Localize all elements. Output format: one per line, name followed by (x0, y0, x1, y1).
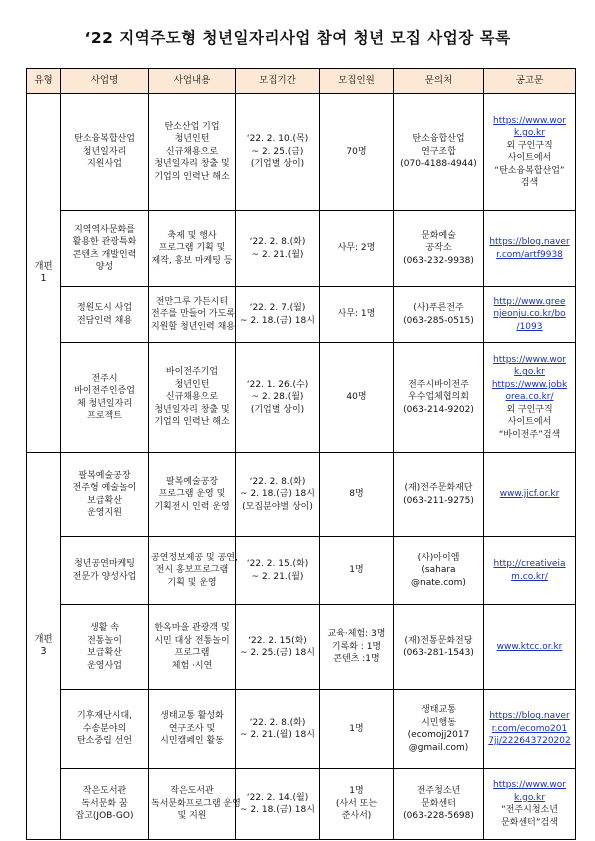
table-row (27, 287, 576, 343)
contact-line: 연구조합 (421, 146, 456, 157)
people-line: 사무: 1명 (337, 309, 376, 320)
content-line: 기획전시 인력 운영 (154, 501, 230, 512)
contact-line: (사)아이엠 (417, 552, 460, 563)
content-line: 축제 및 행사 (167, 230, 217, 241)
period-line: ~ 2. 18.(금) 18시 (240, 489, 315, 500)
contact-line: 공작소 (425, 243, 452, 254)
people-cell (320, 690, 394, 769)
notice-link[interactable]: http://creativeia (493, 559, 566, 569)
people-cell (320, 537, 394, 605)
contact-line: 시민행동 (421, 717, 456, 728)
people-line: 8명 (349, 489, 364, 500)
content-line: 독서문화프로그램 운영 (151, 798, 241, 809)
table-row (27, 94, 576, 211)
people-line: 1명 (349, 723, 364, 734)
content-line: 지원할 청년인력 채용 (151, 321, 235, 332)
content-line: 청년일자리 창출 및 (154, 404, 230, 415)
content-line: 청년일자리 창출 및 (154, 159, 230, 170)
name-cell (61, 287, 149, 343)
name-line: 전담인력 채용 (76, 315, 133, 326)
period-line: ‘22. 2. 8.(화) (249, 237, 306, 247)
contact-line: (재)전통문화전당 (404, 635, 473, 646)
period-line: ~ 2. 18.(금) 18시 (240, 805, 315, 815)
contact-line: (재)전주문화재단 (404, 483, 473, 493)
contact-line: (063-285-0515) (403, 315, 474, 326)
notice-link[interactable]: https://www.wor (493, 115, 566, 126)
period-cell (236, 690, 320, 769)
contact-line: 전주청소년 (416, 786, 461, 797)
contact-line: (사)푸른전주 (413, 303, 464, 313)
name-line: 콘텐츠 개발인력 (72, 249, 137, 260)
contact-line: (sahara (421, 565, 456, 576)
name-cell (61, 343, 149, 453)
content-cell (149, 211, 236, 287)
type-line: 개편 (34, 633, 53, 645)
name-line: 보급확산 (87, 495, 122, 506)
content-line: 청년인턴 (174, 134, 210, 145)
content-line: 시민 대상 전통놀이 (154, 635, 230, 646)
period-line: ~ 2. 28.(월) (251, 392, 304, 403)
table-row (27, 690, 576, 769)
period-line: ~ 2. 18.(금) 18시 (240, 315, 315, 326)
contact-line: (ecomojj2017 (407, 730, 470, 740)
content-line: 제작, 홍보 마케팅 등 (151, 255, 233, 266)
name-cell (61, 537, 149, 605)
people-line: 콘텐츠 :1명 (333, 654, 380, 665)
name-line: 청년공연마케팅 (74, 559, 135, 569)
content-line: 프로그램 운영 및 (158, 489, 226, 500)
content-line: 팔복예술공장 (165, 476, 219, 487)
name-line: 정원도시 사업 (76, 303, 133, 313)
col-header-type: 유형 (27, 69, 61, 94)
period-cell (236, 211, 320, 287)
name-line: 운영사업 (87, 660, 122, 671)
contact-line: 생태교통 (421, 705, 456, 715)
contact-line: 우수업체협의회 (408, 392, 469, 403)
content-line: 공연정보제공 및 공연, (151, 552, 238, 563)
content-line: 프로그램 기획 및 (158, 243, 226, 254)
period-cell (236, 605, 320, 690)
name-line: 활용한 관광특화 (72, 237, 137, 247)
notice-cell[interactable] (484, 211, 576, 287)
header-row (27, 69, 576, 94)
notice-cell[interactable] (484, 287, 576, 343)
name-line: 바이전주인증업 (74, 386, 135, 396)
content-line: 프로그램 (174, 648, 210, 658)
type-cell (27, 94, 61, 453)
name-line: 수송분야의 (82, 723, 127, 734)
people-cell (320, 211, 394, 287)
content-line: 기업의 인력난 해소 (154, 171, 230, 182)
name-line: 양성 (95, 262, 114, 272)
notice-text: 검색 (520, 178, 539, 188)
people-cell (320, 769, 394, 840)
content-line: 탄소산업 기업 (164, 121, 220, 132)
notice-cell[interactable] (484, 94, 576, 211)
table-row (27, 453, 576, 537)
period-line: ‘22. 1. 26.(수) (246, 379, 309, 390)
notice-cell[interactable] (484, 537, 576, 605)
period-cell (236, 537, 320, 605)
name-line: 잡고(JOB-GO) (75, 811, 134, 822)
notice-cell[interactable] (484, 343, 576, 453)
notice-link[interactable]: r.com/ecomo201 (491, 723, 568, 734)
period-line: ‘22. 2. 8.(화) (249, 717, 306, 728)
table-row (27, 605, 576, 690)
contact-line: 전주시바이전주 (408, 379, 469, 390)
col-header-name: 사업명 (61, 69, 149, 94)
name-line: 작은도서관 (82, 786, 127, 797)
notice-cell[interactable] (484, 453, 576, 537)
content-cell (149, 287, 236, 343)
period-line: (기업별 상이) (250, 159, 305, 170)
contact-line: (063-214-9202) (403, 404, 474, 415)
period-line: ‘22. 2. 7.(월) (249, 303, 306, 313)
notice-text: “전주시청소년 (501, 805, 558, 815)
name-line: 보급확산 (87, 648, 122, 658)
notice-link[interactable]: www.jjcf.or.kr (499, 489, 560, 500)
content-line: 연구조사 및 (168, 723, 216, 734)
period-line: ‘22. 2. 15(화) (248, 635, 307, 646)
notice-text: “바이전주”검색 (498, 429, 561, 440)
notice-link[interactable]: k.go.kr (514, 792, 545, 803)
contact-cell (394, 605, 484, 690)
people-line: 준사서) (341, 811, 372, 822)
content-line: 기업의 인력난 해소 (154, 417, 230, 428)
content-cell (149, 343, 236, 453)
name-line: 탄소융복합산업 (74, 134, 135, 145)
content-cell (149, 605, 236, 690)
content-cell (149, 769, 241, 840)
name-cell (61, 690, 149, 769)
name-line: 프로젝트 (87, 411, 122, 421)
people-line: 70명 (346, 146, 367, 157)
contact-cell (394, 94, 484, 211)
name-line: 탄소중립 선언 (76, 736, 133, 747)
name-line: 생활 속 (90, 623, 119, 633)
contact-cell (394, 453, 484, 537)
notice-link[interactable]: https://www.jobk (491, 379, 568, 390)
name-line: 전문가 양성사업 (72, 571, 137, 582)
contact-cell (394, 343, 484, 453)
notice-link[interactable]: 7jj/222643720202 (488, 736, 571, 747)
content-line: 전만그루 가든시티 (155, 296, 229, 307)
name-line: 체 청년일자리 (76, 398, 133, 409)
people-line: 1명 (349, 786, 364, 797)
name-line: 지원사업 (87, 159, 122, 170)
notice-text: 사이트에서 (507, 417, 552, 428)
contact-line: (063-281-1543) (403, 648, 474, 658)
people-line: 사무: 2명 (337, 243, 376, 254)
contact-line: @gmail.com) (408, 742, 469, 753)
contact-cell (394, 211, 484, 287)
people-line: 교육·체험: 3명 (327, 629, 386, 640)
notice-link[interactable]: njeonju.co.kr/bo (493, 309, 566, 320)
notice-link[interactable]: https://www.wor (493, 780, 566, 790)
period-cell (236, 453, 320, 537)
content-line: 신규채용으로 (165, 146, 219, 157)
content-line: 한옥마을 관광객 및 (154, 623, 230, 633)
table-row (27, 537, 576, 605)
period-line: (모집분야별 상이) (242, 501, 313, 512)
name-cell (61, 769, 149, 840)
table-row (27, 211, 576, 287)
program-table (26, 68, 576, 840)
name-line: 독서문화 꿈 (81, 798, 128, 809)
notice-link[interactable]: https://blog.naver (489, 711, 570, 722)
content-line: 전시 홍보프로그램 (155, 565, 229, 576)
contact-line: (070-4188-4944) (400, 159, 477, 170)
notice-link[interactable]: www.ktcc.or.kr (496, 641, 563, 652)
people-cell (320, 605, 394, 690)
content-line: 생태교통 활성화 (160, 711, 224, 722)
notice-text: 사이트에서 (507, 153, 552, 163)
notice-text: “탄소융복합산업” (494, 165, 565, 176)
people-cell (320, 453, 394, 537)
content-cell (149, 453, 236, 537)
contact-cell (394, 287, 484, 343)
content-line: 바이전주기업 (165, 367, 219, 378)
name-line: 지역역사문화를 (74, 224, 135, 235)
content-line: 전주를 만들어 가도록 (151, 309, 235, 320)
people-cell (320, 94, 394, 211)
contact-cell (394, 537, 484, 605)
contact-line: 탄소융합산업 (412, 134, 465, 145)
name-cell (61, 453, 149, 537)
name-cell (61, 605, 149, 690)
notice-link[interactable]: r.com/artf9938 (496, 249, 563, 260)
notice-link[interactable]: k.go.kr (514, 128, 545, 138)
people-line: 기록화 : 1명 (331, 641, 382, 652)
col-header-content: 사업내용 (149, 69, 236, 94)
period-cell (236, 769, 320, 840)
people-line: 1명 (349, 565, 364, 576)
col-header-people: 모집인원 (320, 69, 394, 94)
notice-cell[interactable] (484, 605, 576, 690)
name-line: 기후재난시대, (76, 711, 133, 722)
col-header-notice: 공고문 (484, 69, 576, 94)
notice-link[interactable]: http://www.gree (493, 296, 566, 307)
name-cell (61, 94, 149, 211)
people-cell (320, 287, 394, 343)
notice-link[interactable]: m.co.kr/ (511, 571, 548, 582)
type-line: 개편 (34, 260, 53, 272)
name-line: 운영지원 (87, 508, 122, 518)
notice-cell[interactable] (484, 769, 576, 840)
name-line: 전주시 (91, 373, 118, 384)
table-row (27, 769, 576, 840)
type-line: 3 (40, 646, 47, 657)
contact-line: 문화예술 (421, 230, 456, 241)
notice-link[interactable]: https://blog.naver (489, 237, 570, 247)
period-line: ~ 2. 21.(월) (251, 249, 304, 260)
period-cell (236, 343, 320, 453)
contact-line: (063-228-5698) (403, 811, 474, 822)
content-line: 청년인턴 (174, 379, 210, 390)
period-line: ‘22. 2. 15.(화) (246, 559, 309, 569)
content-line: 시민캠페인 활동 (160, 736, 224, 747)
contact-cell (394, 690, 484, 769)
people-line: (사서 또는 (335, 798, 378, 809)
type-cell (27, 453, 61, 840)
type-line: 1 (40, 273, 47, 284)
content-line: 작은도서관 (170, 786, 214, 797)
table-row (27, 343, 576, 453)
name-line: 청년일자리 (82, 146, 127, 157)
content-cell (149, 94, 236, 211)
page-title: ‘22 지역주도형 청년일자리사업 참여 청년 모집 사업장 목록 (84, 29, 511, 47)
content-cell (149, 537, 236, 605)
contact-cell (394, 769, 484, 840)
col-header-period: 모집기간 (236, 69, 320, 94)
notice-text: 문화센터”검색 (501, 817, 558, 828)
notice-link[interactable]: /1093 (516, 321, 543, 332)
name-line: 전주형 예술놀이 (72, 483, 137, 493)
period-line: ~ 2. 21.(월) (251, 571, 304, 582)
content-line: 체험 ·시연 (171, 660, 213, 671)
period-cell (236, 287, 320, 343)
notice-cell[interactable] (484, 690, 576, 769)
period-line: ~ 2. 21.(월) 18시 (240, 730, 315, 740)
period-line: ~ 2. 25.(금) 18시 (240, 648, 315, 658)
contact-line: @nate.com) (411, 577, 466, 588)
content-line: 기획 및 운영 (167, 577, 217, 588)
content-line: 신규채용으로 (165, 392, 219, 403)
period-line: ‘22. 2. 8.(화) (249, 476, 306, 487)
name-line: 전통놀이 (87, 635, 122, 646)
name-line: 팔복예술공장 (78, 470, 131, 481)
notice-text: 외 구인구직 (506, 140, 553, 151)
content-line: 및 지원 (177, 811, 207, 822)
people-cell (320, 343, 394, 453)
notice-text: 외 구인구직 (506, 404, 553, 415)
content-cell (149, 690, 236, 769)
period-line: ~ 2. 25.(금) (251, 146, 304, 157)
period-line: ‘22. 2. 14.(월) (246, 792, 309, 803)
col-header-contact: 문의처 (394, 69, 484, 94)
notice-link[interactable]: orea.co.kr/ (505, 392, 554, 403)
contact-line: (063-211-9275) (403, 495, 474, 506)
notice-link[interactable]: k.go.kr (514, 367, 545, 378)
period-cell (236, 94, 320, 211)
people-line: 40명 (346, 392, 367, 403)
contact-line: 문화센터 (421, 798, 456, 809)
contact-line: (063-232-9938) (403, 255, 474, 266)
period-line: ‘22. 2. 10.(목) (246, 134, 309, 145)
period-line: (기업별 상이) (250, 404, 305, 415)
name-cell (61, 211, 149, 287)
notice-link[interactable]: https://www.wor (493, 354, 566, 365)
